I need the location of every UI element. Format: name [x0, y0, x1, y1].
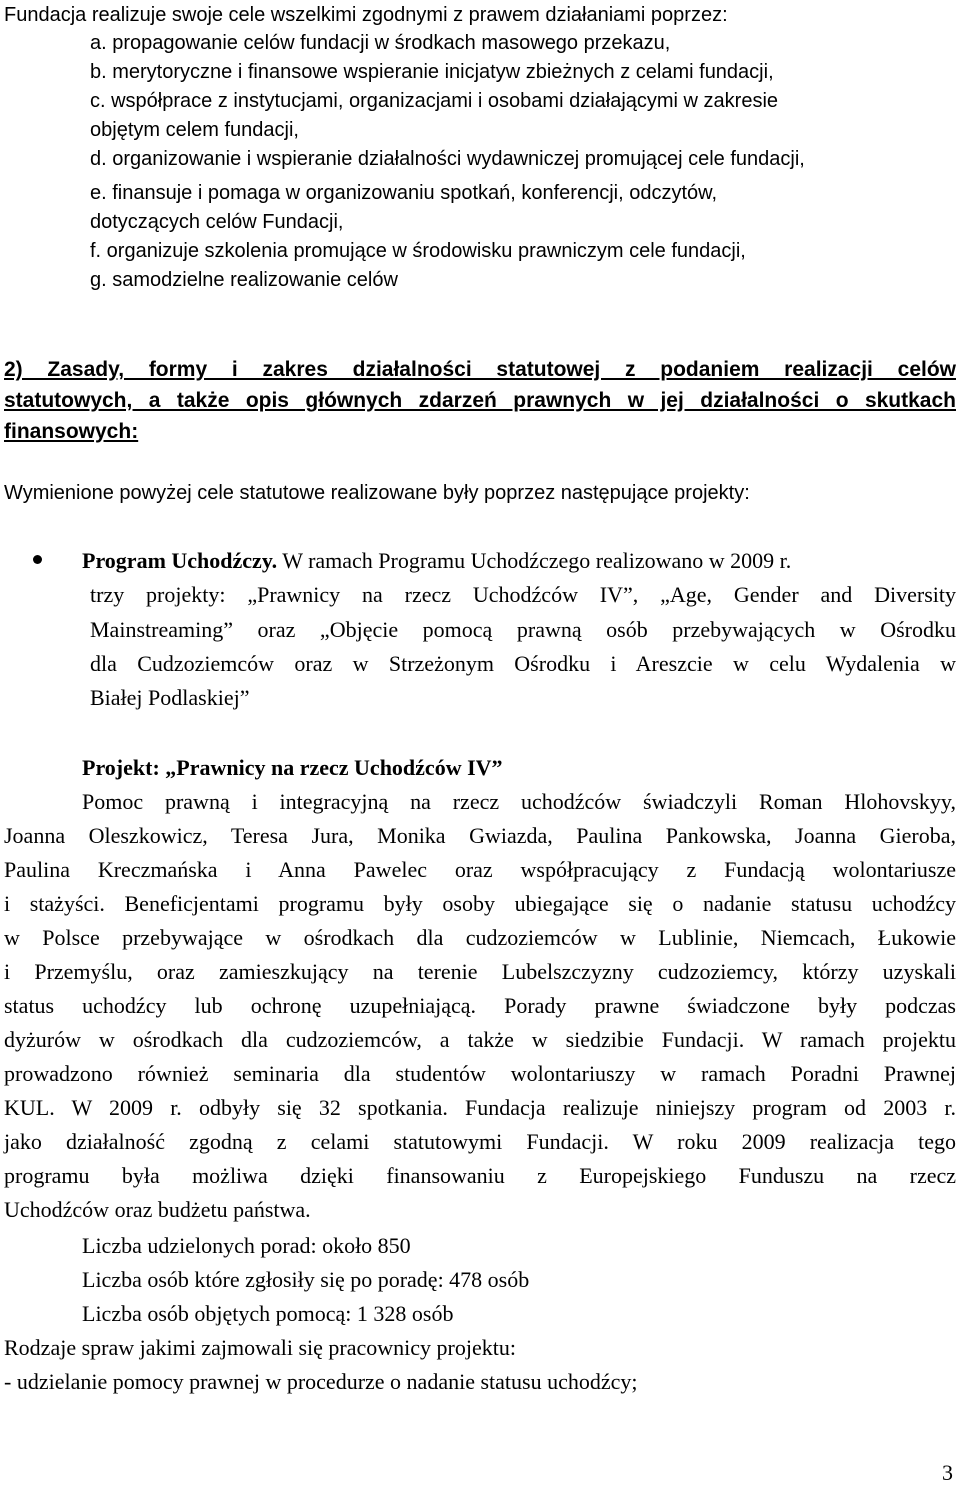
project-paragraph-line: Joanna Oleszkowicz, Teresa Jura, Monika Gwiazda, Paulina Pankowska, Joanna Gieroba, [4, 823, 956, 848]
project-paragraph-line: programu była możliwa dzięki finansowaniu z Europejskiego Funduszu na rzecz [4, 1163, 956, 1188]
lead-sentence: Wymienione powyżej cele statutowe realizowane były poprzez następujące projekty: [4, 482, 750, 504]
project-paragraph-line: prowadzono również seminaria dla studentów wolontariuszy w ramach Poradni Prawnej [4, 1061, 956, 1086]
project-paragraph-line: jako działalność zgodną z celami statutowymi Fundacji. W roku 2009 realizacja tego [4, 1129, 956, 1154]
goal-item-c: c. współprace z instytucjami, organizacjami i osobami działającymi w zakresie [90, 90, 779, 112]
program-title: Program Uchodźczy. [82, 548, 278, 573]
goal-item-c-cont: objętym celem fundacji, [90, 119, 299, 141]
page-number: 3 [942, 1460, 953, 1485]
goal-item-g: g. samodzielne realizowanie celów [90, 269, 398, 291]
cases-intro: Rodzaje spraw jakimi zajmowali się pracownicy projektu: [4, 1335, 516, 1360]
project-paragraph-line: Paulina Kreczmańska i Anna Pawelec oraz współpracujący z Fundacją wolontariusze [4, 857, 956, 882]
case-item: - udzielanie pomocy prawnej w procedurze o nadanie statusu uchodźcy; [4, 1369, 638, 1394]
goal-item-d: d. organizowanie i wspieranie działalności wydawniczej promującej cele fundacji, [90, 148, 805, 170]
project-paragraph-line: status uchodźcy lub ochronę uzupełniającą. Porady prawne świadczone były podczas [4, 993, 956, 1018]
stat-helped-count: Liczba osób objętych pomocą: 1 328 osób [82, 1301, 454, 1326]
goal-item-b: b. merytoryczne i finansowe wspieranie inicjatyw zbieżnych z celami fundacji, [90, 61, 774, 83]
section-heading-line-1: 2) Zasady, formy i zakres działalności statutowej z podaniem realizacji celów [4, 358, 956, 381]
program-line-2: trzy projekty: „Prawnicy na rzecz Uchodźców IV”, „Age, Gender and Diversity [90, 582, 956, 607]
project-paragraph-line: KUL. W 2009 r. odbyły się 32 spotkania. Fundacja realizuje niniejszy program od 2003 r. [4, 1095, 956, 1120]
goal-item-a: a. propagowanie celów fundacji w środkach masowego przekazu, [90, 32, 671, 54]
project-title: Projekt: „Prawnicy na rzecz Uchodźców IV” [82, 755, 503, 780]
program-first-line [82, 545, 791, 576]
project-paragraph-line: i stażyści. Beneficjentami programu były osoby ubiegające się o nadanie statusu uchodźcy [4, 891, 956, 916]
goal-item-f: f. organizuje szkolenia promujące w środowisku prawniczym cele fundacji, [90, 240, 746, 262]
stat-advice-count: Liczba udzielonych porad: około 850 [82, 1233, 411, 1258]
bullet-icon [33, 555, 42, 564]
program-intro: W ramach Programu Uchodźczego realizowano w 2009 r. [277, 548, 792, 573]
section-heading-line-3: finansowych: [4, 420, 139, 443]
section-heading-line-2: statutowych, a także opis głównych zdarzeń prawnych w jej działalności o skutkach [4, 389, 956, 412]
project-paragraph-line: Uchodźców oraz budżetu państwa. [4, 1197, 311, 1222]
goal-item-e: e. finansuje i pomaga w organizowaniu spotkań, konferencji, odczytów, [90, 182, 718, 204]
project-paragraph-line: Pomoc prawną i integracyjną na rzecz uchodźców świadczyli Roman Hlohovskyy, [82, 789, 956, 814]
project-paragraph-line: w Polsce przebywające w ośrodkach dla cudzoziemców w Lublinie, Niemcach, Łukowie [4, 925, 956, 950]
intro-text: Fundacja realizuje swoje cele wszelkimi zgodnymi z prawem działaniami poprzez: [4, 4, 728, 26]
project-paragraph-line: i Przemyślu, oraz zamieszkujący na terenie Lubelszczyzny cudzoziemcy, którzy uzyskali [4, 959, 956, 984]
program-line-4: dla Cudzoziemców oraz w Strzeżonym Ośrodku i Areszcie w celu Wydalenia w [90, 651, 956, 676]
goal-item-e-cont: dotyczących celów Fundacji, [90, 211, 344, 233]
stat-applicants-count: Liczba osób które zgłosiły się po poradę: 478 osób [82, 1267, 530, 1292]
program-line-5: Białej Podlaskiej” [90, 685, 250, 710]
program-line-3: Mainstreaming” oraz „Objęcie pomocą prawną osób przebywających w Ośrodku [90, 617, 956, 642]
project-paragraph-line: dyżurów w ośrodkach dla cudzoziemców, a także w siedzibie Fundacji. W ramach projektu [4, 1027, 956, 1052]
